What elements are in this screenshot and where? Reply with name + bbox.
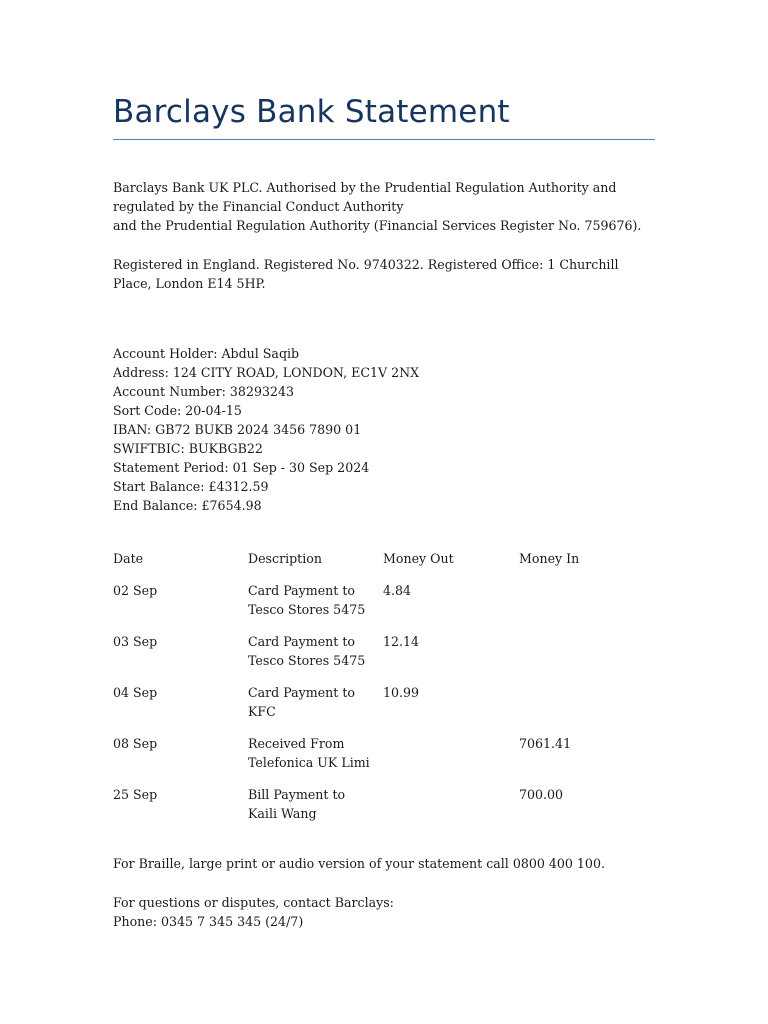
row-date: 04 Sep — [113, 685, 158, 700]
account-address: Address: 124 CITY ROAD, LONDON, EC1V 2NX — [113, 365, 420, 380]
row-date: 03 Sep — [113, 634, 158, 649]
legal-line-register: and the Prudential Regulation Authority (Financial Services Register No. 759676). — [113, 218, 642, 233]
table-row — [113, 734, 655, 772]
account-holder: Account Holder: Abdul Saqib — [113, 346, 300, 361]
row-money-in: 7061.41 — [519, 736, 572, 751]
contact-phone: Phone: 0345 7 345 345 (24/7) — [113, 914, 304, 929]
contact-info — [113, 893, 658, 931]
account-number: Account Number: 38293243 — [113, 384, 295, 399]
row-money-out: 12.14 — [383, 634, 420, 649]
row-description: Card Payment to Tesco Stores 5475 — [248, 634, 366, 668]
table-row — [113, 632, 655, 670]
table-header-row — [113, 549, 655, 568]
header-date: Date — [113, 551, 144, 566]
transactions-table — [113, 549, 655, 836]
row-description: Received From Telefonica UK Limi — [248, 736, 370, 770]
row-date: 25 Sep — [113, 787, 158, 802]
row-money-out — [383, 734, 519, 772]
statement-period: Statement Period: 01 Sep - 30 Sep 2024 — [113, 460, 370, 475]
row-money-in — [519, 683, 655, 721]
row-money-in — [519, 581, 655, 619]
accessibility-notice — [113, 854, 658, 873]
contact-heading: For questions or disputes, contact Barclays: — [113, 895, 394, 910]
row-description: Bill Payment to Kaili Wang — [248, 787, 346, 821]
table-row — [113, 683, 655, 721]
legal-line-authorisation: Barclays Bank UK PLC. Authorised by the Prudential Regulation Authority and regulated by the Financial Conduct Authority — [113, 180, 617, 214]
title-divider — [113, 139, 655, 140]
registration-notice — [113, 255, 658, 293]
row-money-in — [519, 632, 655, 670]
row-date: 08 Sep — [113, 736, 158, 751]
page-title: Barclays Bank Statement — [113, 94, 510, 130]
table-row — [113, 785, 655, 823]
table-row — [113, 581, 655, 619]
account-details — [113, 344, 658, 515]
sort-code: Sort Code: 20-04-15 — [113, 403, 242, 418]
iban: IBAN: GB72 BUKB 2024 3456 7890 01 — [113, 422, 362, 437]
legal-line-registered-office: Registered in England. Registered No. 9740322. Registered Office: 1 Churchill Place, London E14 5HP. — [113, 257, 619, 291]
braille-notice: For Braille, large print or audio version of your statement call 0800 400 100. — [113, 856, 605, 871]
header-description: Description — [248, 551, 322, 566]
start-balance: Start Balance: £4312.59 — [113, 479, 269, 494]
row-money-in: 700.00 — [519, 787, 564, 802]
row-description: Card Payment to KFC — [248, 685, 355, 719]
row-date: 02 Sep — [113, 583, 158, 598]
header-money-out: Money Out — [383, 551, 454, 566]
row-money-out — [383, 785, 519, 823]
header-money-in: Money In — [519, 551, 580, 566]
legal-notice — [113, 178, 658, 235]
swift-bic: SWIFTBIC: BUKBGB22 — [113, 441, 263, 456]
row-description: Card Payment to Tesco Stores 5475 — [248, 583, 366, 617]
row-money-out: 4.84 — [383, 583, 412, 598]
end-balance: End Balance: £7654.98 — [113, 498, 262, 513]
row-money-out: 10.99 — [383, 685, 420, 700]
